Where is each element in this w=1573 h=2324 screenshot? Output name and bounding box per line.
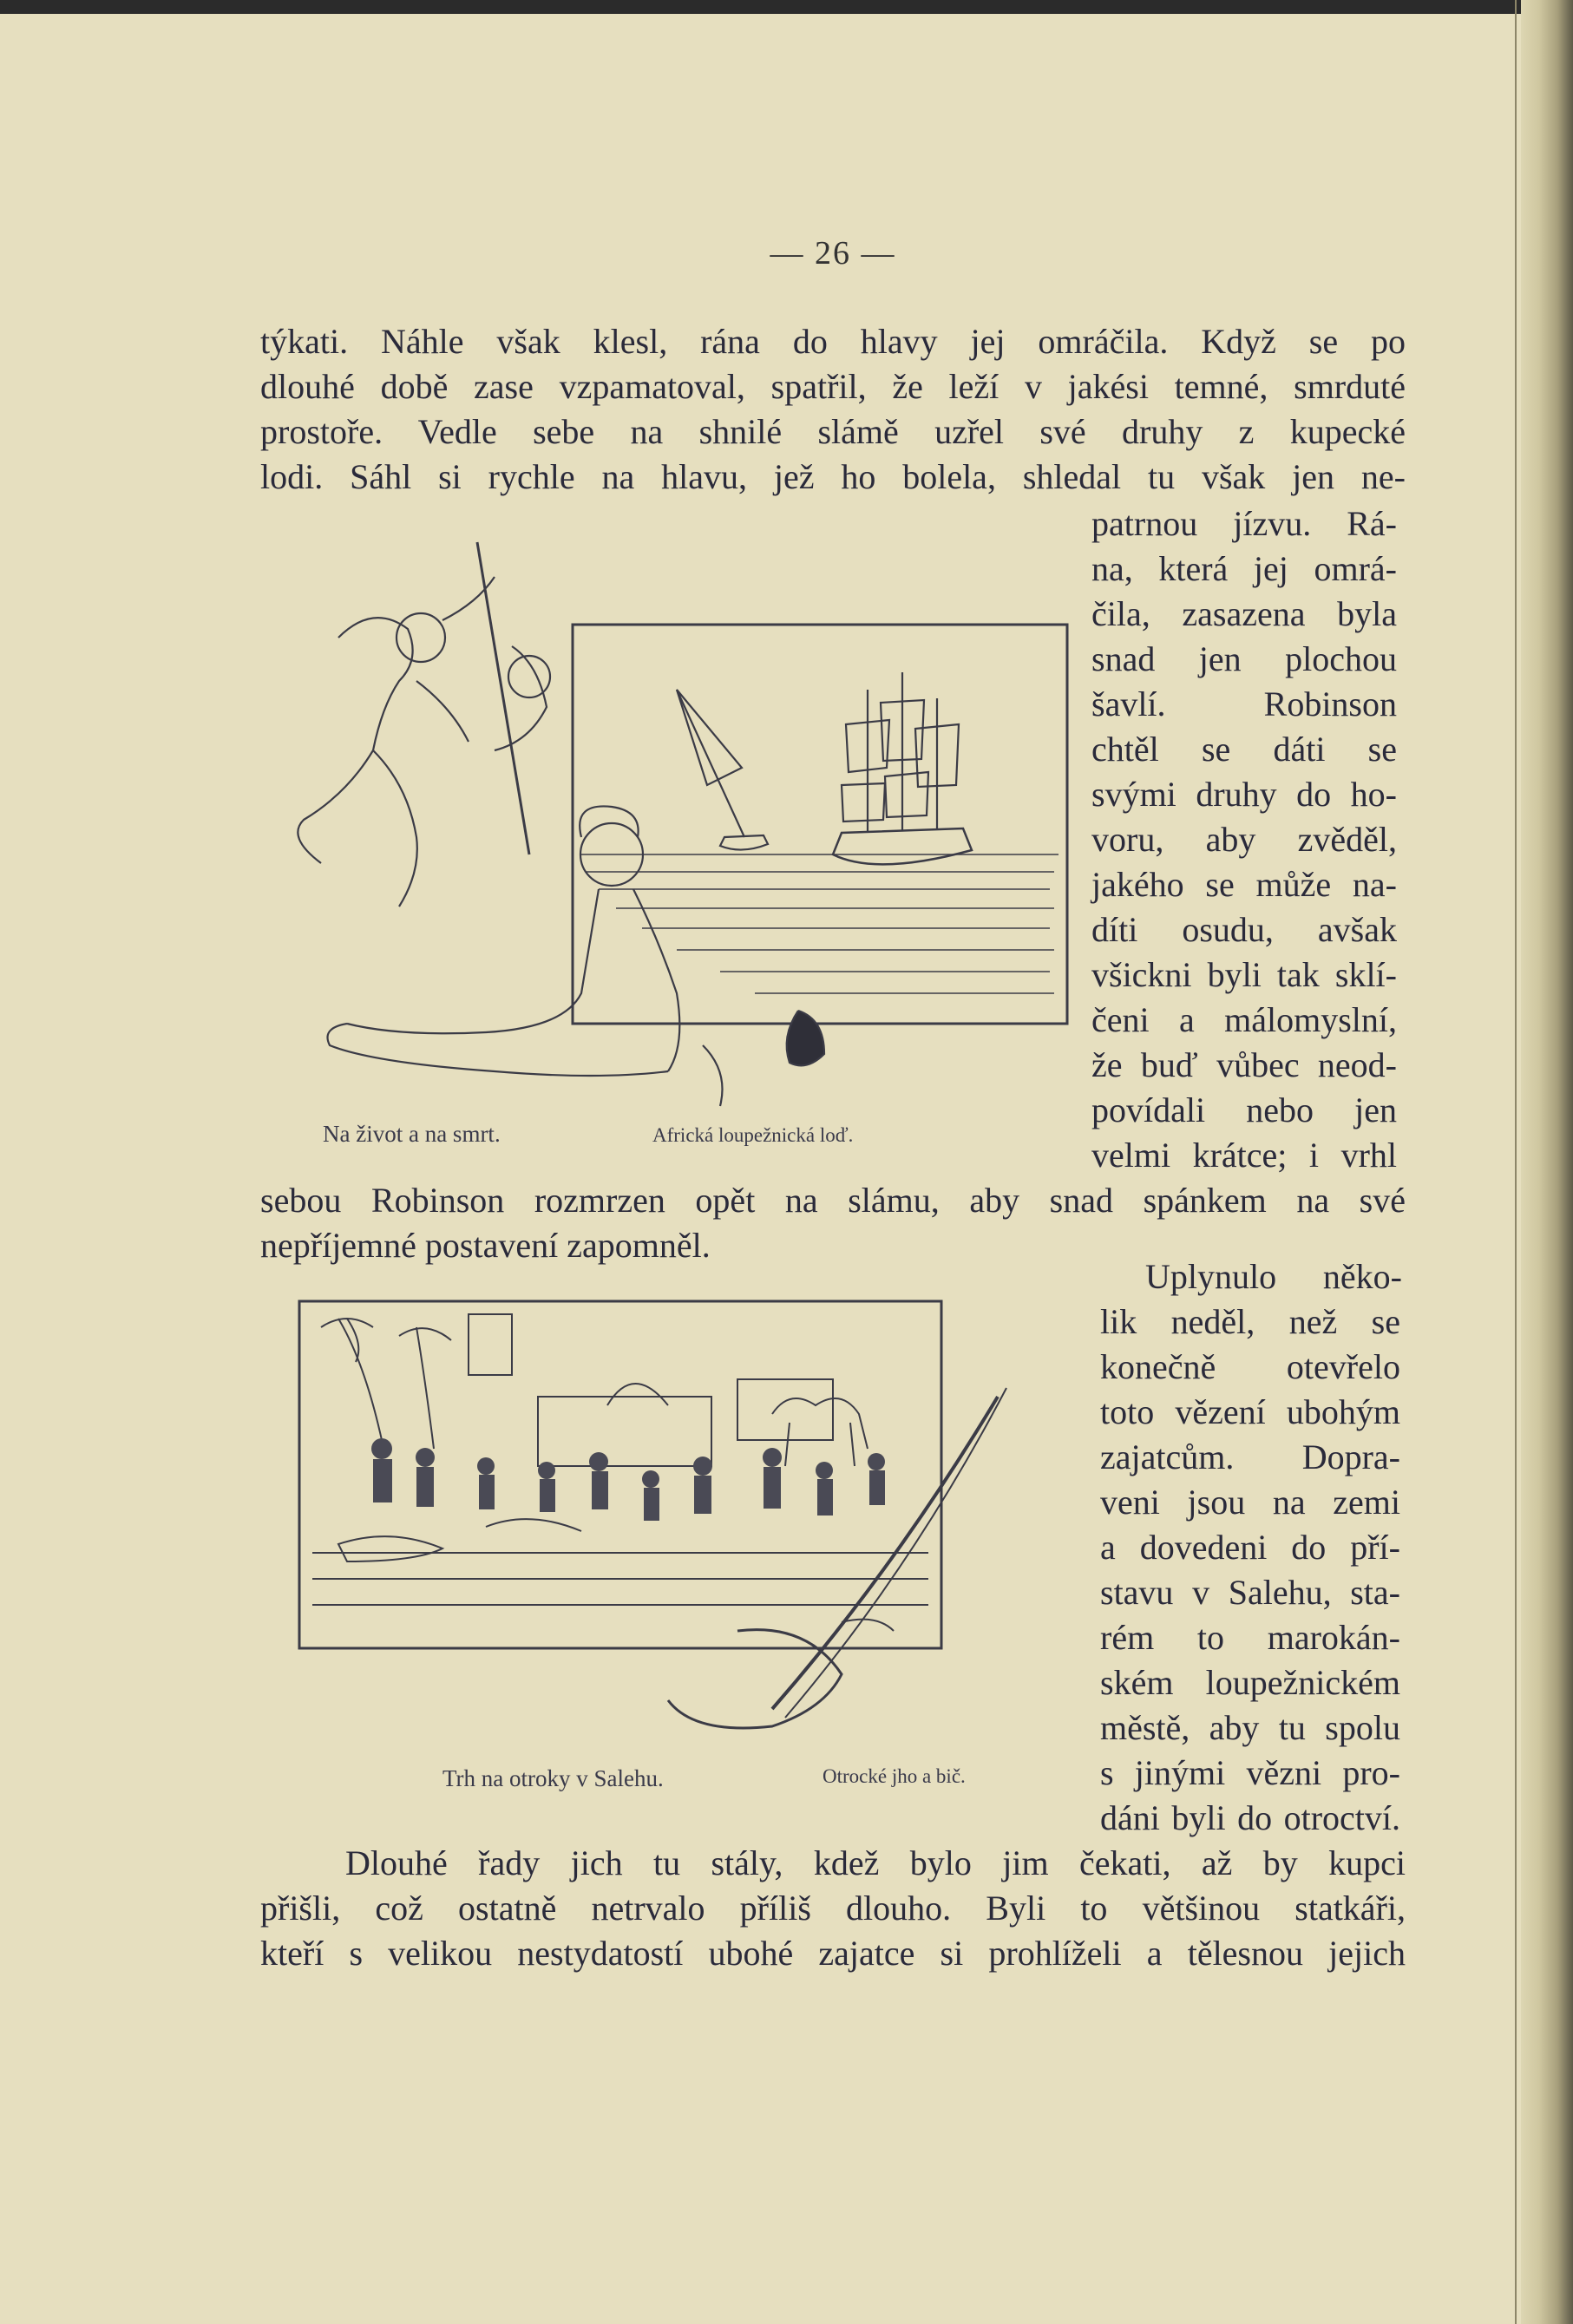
text-line: svými druhy do ho- [1091,775,1397,814]
text-line: týkati. Náhle však klesl, rána do hlavy jej omráčila. Když se po [260,322,1406,361]
text-line: jakého se může na- [1091,865,1397,904]
text-line: prostoře. Vedle sebe na shnilé slámě uzřel své druhy z kupecké [260,412,1406,451]
text-line: čeni a málomyslní, [1091,1000,1397,1039]
book-spine-shadow [1521,0,1573,2324]
illustration-fight-and-pirate-ship [269,507,1076,1132]
text-line: všickni byli tak sklí- [1091,955,1397,994]
figure-caption: Africká loupežnická loď. [652,1124,854,1146]
text-line: ském loupežnickém [1100,1663,1400,1702]
text-line: rém to marokán- [1100,1618,1400,1657]
text-line: sebou Robinson rozmrzen opět na slámu, aby snad spánkem na své [260,1181,1406,1220]
text-line: chtěl se dáti se [1091,730,1397,769]
text-line: kteří s velikou nestydatostí ubohé zajatce si prohlíželi a tělesnou jejich [260,1934,1406,1973]
figure-caption: Otrocké jho a bič. [823,1765,966,1787]
text-line: povídali nebo jen [1091,1090,1397,1129]
text-line: městě, aby tu spolu [1100,1708,1400,1747]
text-line: a dovedeni do pří- [1100,1528,1400,1567]
text-line: konečně otevřelo [1100,1347,1400,1386]
text-line: čila, zasazena byla [1091,594,1397,633]
page-number: — 26 — [770,235,896,272]
figure-caption: Na život a na smrt. [323,1121,501,1147]
text-line: šavlí. Robinson [1091,684,1397,723]
text-line: lodi. Sáhl si rychle na hlavu, jež ho bolela, shledal tu však jen ne- [260,457,1406,496]
text-line: toto vězení ubohým [1100,1392,1400,1431]
gutter-line [1515,0,1517,2324]
text-line: že buď vůbec neod- [1091,1045,1397,1084]
text-line: Dlouhé řady jich tu stály, kdež bylo jim čekati, až by kupci [345,1843,1406,1882]
figure-caption: Trh na otroky v Salehu. [442,1765,664,1791]
text-line: velmi krátce; i vrhl [1091,1136,1397,1175]
text-line: veni jsou na zemi [1100,1483,1400,1522]
illustration-slave-market [286,1293,1067,1761]
scan-top-edge [0,0,1573,14]
text-line: dáni byli do otroctví. [1100,1798,1400,1837]
text-line: nepříjemné postavení zapomněl. [260,1226,711,1265]
text-line: zajatcům. Dopra- [1100,1437,1400,1476]
text-line: voru, aby zvěděl, [1091,820,1397,859]
text-line: díti osudu, avšak [1091,910,1397,949]
text-line: na, která jej omrá- [1091,549,1397,588]
text-line: přišli, což ostatně netrvalo příliš dlouho. Byli to většinou statkáři, [260,1889,1406,1928]
text-line: patrnou jízvu. Rá- [1091,504,1397,543]
text-line: Uplynulo něko- [1145,1257,1402,1296]
text-line: s jinými vězni pro- [1100,1753,1400,1792]
text-line: stavu v Salehu, sta- [1100,1573,1400,1612]
text-line: lik neděl, než se [1100,1302,1400,1341]
text-line: snad jen plochou [1091,639,1397,678]
text-line: dlouhé době zase vzpamatoval, spatřil, že leží v jakési temné, smrduté [260,367,1406,406]
